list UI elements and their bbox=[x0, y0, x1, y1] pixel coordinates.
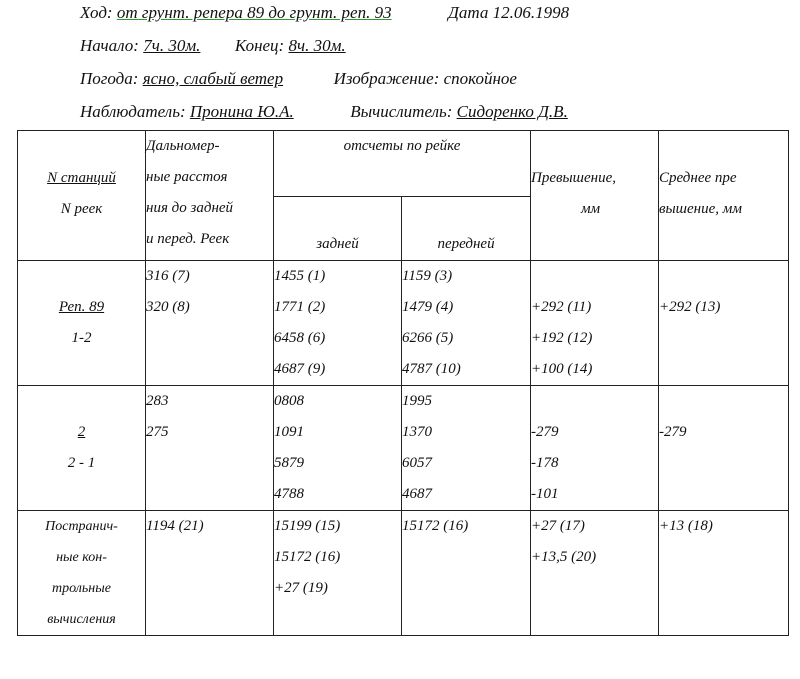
image-label: Изображение: спокойное bbox=[333, 69, 517, 88]
control-label-line: ные кон- bbox=[56, 550, 107, 565]
elevation-sum: +13,5 (20) bbox=[531, 549, 597, 565]
elevation-header-cell bbox=[531, 131, 659, 261]
station-cell bbox=[18, 261, 146, 386]
station-line bbox=[18, 261, 145, 292]
elevation-cell bbox=[531, 386, 659, 511]
front-reading: 6057 bbox=[402, 455, 432, 471]
front-cell bbox=[402, 511, 531, 636]
start-value: 7ч. 30м. bbox=[143, 36, 201, 55]
station-name: Реп. 89 bbox=[58, 299, 105, 315]
back-reading: 4788 bbox=[274, 486, 304, 502]
end-label: Конец: bbox=[234, 36, 285, 55]
elevation-cell bbox=[531, 261, 659, 386]
front-reading: 1370 bbox=[402, 424, 432, 440]
avg-elevation-cell bbox=[659, 386, 789, 511]
front-cell bbox=[402, 386, 531, 511]
back-cell bbox=[274, 386, 402, 511]
elevation-sum: +27 (17) bbox=[531, 518, 585, 534]
front-reading: 1159 (3) bbox=[402, 268, 453, 284]
distance-value: 275 bbox=[146, 424, 169, 440]
station-cell bbox=[18, 386, 146, 511]
staff-pair: 1-2 bbox=[71, 330, 92, 346]
distance-header-line: Дальномер- bbox=[146, 138, 220, 154]
staff-header: N реек bbox=[60, 201, 103, 217]
weather-label: Погода: bbox=[80, 69, 139, 88]
station-cell bbox=[18, 511, 146, 636]
back-reading: 4687 (9) bbox=[274, 361, 326, 377]
front-reading: 4687 bbox=[402, 486, 432, 502]
back-reading: 1771 (2) bbox=[274, 299, 326, 315]
front-header-cell bbox=[402, 197, 531, 261]
header-line-time bbox=[80, 36, 346, 56]
distance-cell bbox=[146, 386, 274, 511]
elevation-unit: мм bbox=[580, 201, 601, 217]
distance-cell bbox=[146, 511, 274, 636]
elevation-value bbox=[531, 386, 658, 417]
back-reading: 5879 bbox=[274, 455, 304, 471]
front-cell bbox=[402, 261, 531, 386]
route-label: Ход: bbox=[80, 3, 113, 22]
avg-elevation-value bbox=[659, 386, 788, 417]
front-reading: 4787 (10) bbox=[402, 361, 461, 377]
header-line-route bbox=[80, 3, 569, 23]
calculator-value: Сидоренко Д.В. bbox=[456, 102, 568, 121]
distance-header-line: ные расстоя bbox=[146, 169, 228, 185]
distance-header-cell bbox=[146, 131, 274, 261]
observer-value: Пронина Ю.А. bbox=[189, 102, 294, 121]
avg-elevation-header: Среднее пре bbox=[659, 170, 737, 186]
back-sum: +27 (19) bbox=[274, 580, 328, 596]
avg-elevation-cell bbox=[659, 511, 789, 636]
station-line bbox=[18, 386, 145, 417]
avg-elevation-sum: +13 (18) bbox=[659, 518, 713, 534]
elevation-value: -101 bbox=[531, 486, 559, 502]
front-reading: 6266 (5) bbox=[402, 330, 454, 346]
back-reading: 0808 bbox=[274, 393, 304, 409]
route-value: от грунт. репера 89 до грунт. реп. 93 bbox=[116, 3, 392, 22]
date-label: Дата 12.06.1998 bbox=[448, 3, 570, 22]
weather-value: ясно, слабый ветер bbox=[142, 69, 284, 88]
back-reading: 6458 (6) bbox=[274, 330, 326, 346]
table-row bbox=[18, 511, 789, 636]
distance-sum: 1194 (21) bbox=[146, 518, 204, 534]
station-header: N станций bbox=[47, 170, 116, 186]
control-label-line: Постранич- bbox=[45, 519, 118, 534]
observer-label: Наблюдатель: bbox=[80, 102, 186, 121]
elevation-cell bbox=[531, 511, 659, 636]
elevation-value: -178 bbox=[531, 455, 559, 471]
distance-header-line: ния до задней bbox=[146, 200, 234, 216]
header-line-people bbox=[80, 102, 568, 122]
avg-elevation-cell bbox=[659, 261, 789, 386]
elevation-value: +100 (14) bbox=[531, 361, 593, 377]
back-cell bbox=[274, 511, 402, 636]
front-reading: 1479 (4) bbox=[402, 299, 454, 315]
avg-elevation-value bbox=[659, 261, 788, 292]
elevation-value: +292 (11) bbox=[531, 299, 592, 315]
back-header-cell bbox=[274, 197, 402, 261]
distance-value: 316 (7) bbox=[146, 268, 190, 284]
start-label: Начало: bbox=[80, 36, 139, 55]
station-name: 2 bbox=[77, 424, 86, 440]
elevation-value: -279 bbox=[531, 424, 559, 440]
elevation-header: Превышение, bbox=[531, 170, 617, 186]
leveling-journal-table bbox=[17, 130, 789, 636]
back-sum: 15199 (15) bbox=[274, 518, 341, 534]
control-label-line: трольные bbox=[52, 581, 111, 596]
readings-header: отсчеты по рейке bbox=[343, 138, 461, 154]
distance-value: 320 (8) bbox=[146, 299, 190, 315]
avg-elevation-value: +292 (13) bbox=[659, 299, 721, 315]
front-sum: 15172 (16) bbox=[402, 518, 469, 534]
header-line-weather bbox=[80, 69, 517, 89]
back-header: задней bbox=[316, 236, 359, 252]
control-label-line: вычисления bbox=[47, 612, 116, 627]
front-header: передней bbox=[437, 236, 495, 252]
avg-elevation-value: -279 bbox=[659, 424, 687, 440]
table-row bbox=[18, 261, 789, 386]
distance-cell bbox=[146, 261, 274, 386]
readings-header-cell bbox=[274, 131, 531, 197]
calculator-label: Вычислитель: bbox=[350, 102, 453, 121]
back-sum: 15172 (16) bbox=[274, 549, 341, 565]
distance-value: 283 bbox=[146, 393, 169, 409]
distance-header-line: и перед. Реек bbox=[146, 231, 230, 247]
avg-elevation-header-cell bbox=[659, 131, 789, 261]
header-row-top bbox=[18, 131, 789, 197]
staff-pair: 2 - 1 bbox=[67, 455, 96, 471]
station-header-cell bbox=[18, 131, 146, 261]
table-row bbox=[18, 386, 789, 511]
back-reading: 1091 bbox=[274, 424, 304, 440]
back-cell bbox=[274, 261, 402, 386]
avg-elevation-header: вышение, мм bbox=[659, 201, 742, 217]
front-reading: 1995 bbox=[402, 393, 432, 409]
elevation-value bbox=[531, 261, 658, 292]
elevation-value: +192 (12) bbox=[531, 330, 593, 346]
back-reading: 1455 (1) bbox=[274, 268, 326, 284]
end-value: 8ч. 30м. bbox=[288, 36, 346, 55]
